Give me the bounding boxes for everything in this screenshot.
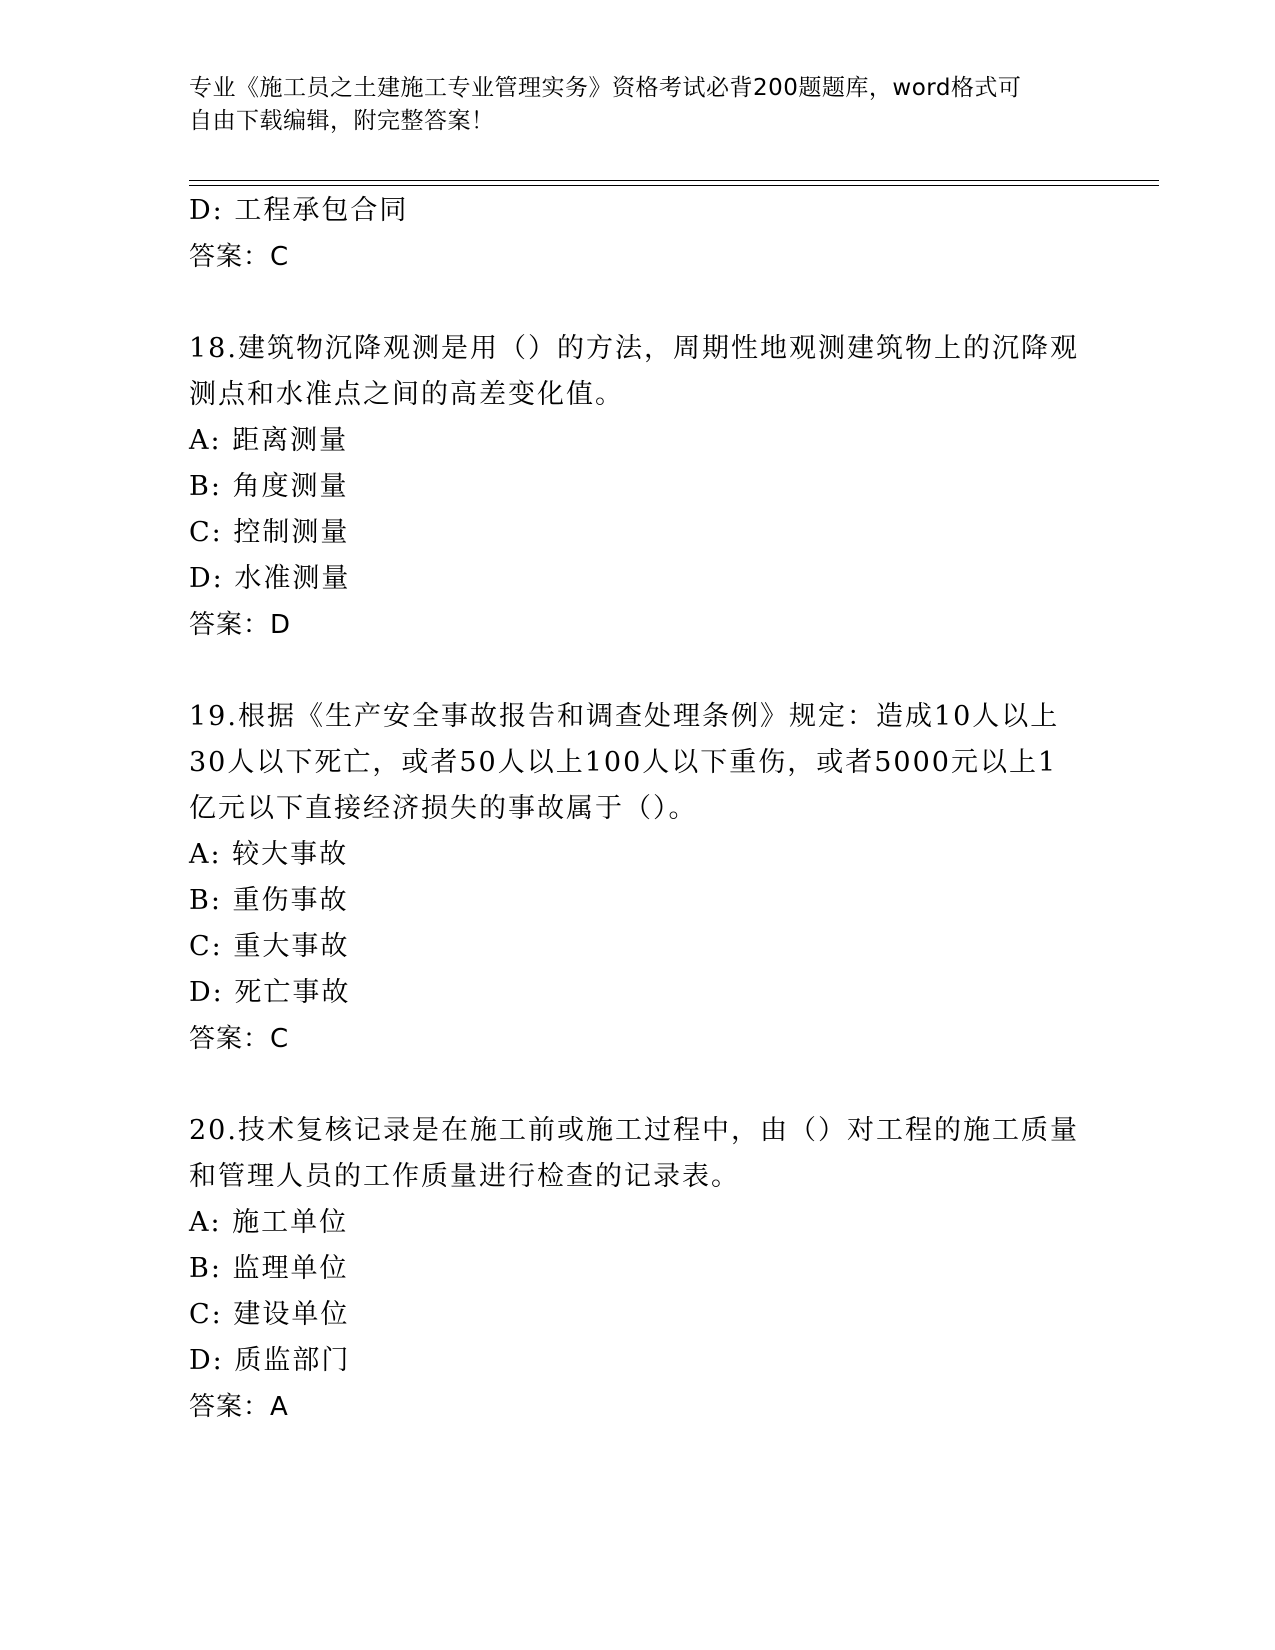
answer-label: 答案：C	[189, 242, 290, 272]
option-d: D: 水准测量	[189, 563, 351, 594]
question-text-line: 和管理人员的工作质量进行检查的记录表。	[189, 1161, 740, 1192]
option-a: A: 施工单位	[189, 1207, 349, 1238]
question-19	[189, 694, 1089, 1062]
header-rule-top	[189, 180, 1159, 181]
carryover-question-17	[189, 188, 1089, 280]
option-d: D: 质监部门	[189, 1345, 351, 1376]
spacer	[189, 648, 1089, 694]
answer-label: 答案：D	[189, 610, 292, 640]
question-text-line: 测点和水准点之间的高差变化值。	[189, 379, 624, 410]
question-text-line: 18.建筑物沉降观测是用（）的方法，周期性地观测建筑物上的沉降观	[189, 333, 1079, 364]
question-18	[189, 326, 1089, 648]
option-b: B: 角度测量	[189, 471, 349, 502]
question-text-line: 20.技术复核记录是在施工前或施工过程中，由（）对工程的施工质量	[189, 1115, 1079, 1146]
spacer	[189, 280, 1089, 326]
header-title-line-1: 专业《施工员之土建施工专业管理实务》资格考试必背200题题库，word格式可	[189, 75, 1022, 101]
question-text-line: 亿元以下直接经济损失的事故属于（）。	[189, 793, 698, 824]
header-rule-bottom	[189, 185, 1159, 186]
option-a: A: 距离测量	[189, 425, 349, 456]
option-d: D: 死亡事故	[189, 977, 351, 1008]
document-header	[189, 72, 1089, 138]
spacer	[189, 1062, 1089, 1108]
option-c: C: 控制测量	[189, 517, 350, 548]
option-a: A: 较大事故	[189, 839, 349, 870]
question-text-line: 30人以下死亡，或者50人以上100人以下重伤，或者5000元以上1	[189, 747, 1058, 778]
option-c: C: 建设单位	[189, 1299, 350, 1330]
question-text-line: 19.根据《生产安全事故报告和调查处理条例》规定：造成10人以上	[189, 701, 1060, 732]
option-c: C: 重大事故	[189, 931, 350, 962]
option-d: D: 工程承包合同	[189, 195, 409, 226]
answer-label: 答案：C	[189, 1024, 290, 1054]
answer-label: 答案：A	[189, 1392, 289, 1422]
question-20	[189, 1108, 1089, 1430]
option-b: B: 监理单位	[189, 1253, 349, 1284]
header-title-line-2: 自由下载编辑，附完整答案！	[189, 108, 495, 134]
question-list	[189, 188, 1089, 1430]
option-b: B: 重伤事故	[189, 885, 349, 916]
